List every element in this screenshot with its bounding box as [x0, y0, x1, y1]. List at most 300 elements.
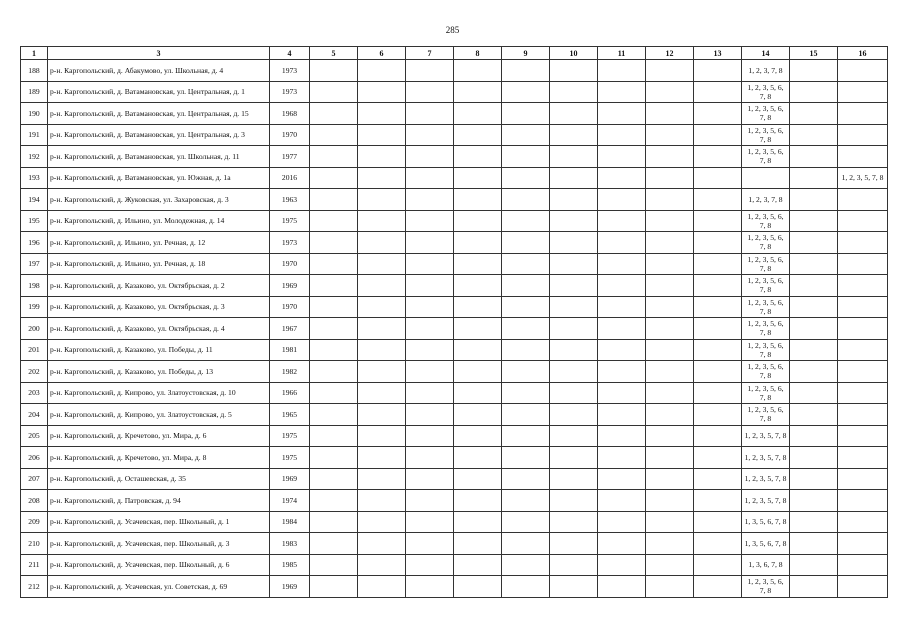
- empty-cell-col-12: [646, 318, 694, 340]
- year-cell: 1983: [270, 533, 310, 555]
- empty-cell-col-13: [694, 425, 742, 447]
- empty-cell-col-8: [454, 511, 502, 533]
- empty-cell-col-15: [790, 210, 838, 232]
- empty-cell-col-9: [502, 167, 550, 189]
- empty-cell-col-10: [550, 275, 598, 297]
- address-cell: р-н. Каргопольский, д. Казаково, ул. Октябрьская, д. 3: [48, 296, 270, 318]
- codes-col-16-cell: [838, 232, 888, 254]
- empty-cell-col-5: [310, 60, 358, 82]
- page-number: 285: [445, 25, 460, 35]
- empty-cell-col-8: [454, 361, 502, 383]
- codes-col-16-cell: [838, 447, 888, 469]
- empty-cell-col-5: [310, 490, 358, 512]
- year-cell: 1973: [270, 81, 310, 103]
- row-number-cell: 190: [21, 103, 48, 125]
- empty-cell-col-13: [694, 468, 742, 490]
- table-row: [21, 103, 888, 125]
- empty-cell-col-11: [598, 468, 646, 490]
- address-cell: р-н. Каргопольский, д. Усачевская, пер. Школьный, д. 1: [48, 511, 270, 533]
- codes-col-16-cell: [838, 275, 888, 297]
- codes-col-14-cell: 1, 2, 3, 5, 6, 7, 8: [742, 146, 790, 168]
- table-row: [21, 60, 888, 82]
- empty-cell-col-9: [502, 189, 550, 211]
- address-cell: р-н. Каргопольский, д. Ильино, ул. Речная, д. 12: [48, 232, 270, 254]
- empty-cell-col-9: [502, 533, 550, 555]
- empty-cell-col-5: [310, 296, 358, 318]
- empty-cell-col-15: [790, 253, 838, 275]
- empty-cell-col-15: [790, 103, 838, 125]
- empty-cell-col-10: [550, 296, 598, 318]
- empty-cell-col-10: [550, 103, 598, 125]
- table-header: [21, 47, 888, 60]
- header-cell: 5: [310, 47, 358, 60]
- table-row: [21, 361, 888, 383]
- empty-cell-col-13: [694, 490, 742, 512]
- empty-cell-col-7: [406, 576, 454, 598]
- empty-cell-col-13: [694, 124, 742, 146]
- empty-cell-col-15: [790, 232, 838, 254]
- row-number-cell: 201: [21, 339, 48, 361]
- table-row: [21, 81, 888, 103]
- empty-cell-col-6: [358, 404, 406, 426]
- empty-cell-col-12: [646, 533, 694, 555]
- empty-cell-col-13: [694, 533, 742, 555]
- empty-cell-col-12: [646, 554, 694, 576]
- codes-col-16-cell: [838, 81, 888, 103]
- empty-cell-col-13: [694, 576, 742, 598]
- empty-cell-col-9: [502, 447, 550, 469]
- empty-cell-col-10: [550, 81, 598, 103]
- empty-cell-col-11: [598, 318, 646, 340]
- empty-cell-col-11: [598, 533, 646, 555]
- year-cell: 1977: [270, 146, 310, 168]
- empty-cell-col-7: [406, 382, 454, 404]
- empty-cell-col-5: [310, 189, 358, 211]
- empty-cell-col-8: [454, 404, 502, 426]
- empty-cell-col-13: [694, 404, 742, 426]
- year-cell: 1966: [270, 382, 310, 404]
- empty-cell-col-15: [790, 275, 838, 297]
- header-cell: 6: [358, 47, 406, 60]
- empty-cell-col-6: [358, 576, 406, 598]
- year-cell: 1975: [270, 210, 310, 232]
- address-cell: р-н. Каргопольский, д. Кипрово, ул. Златоустовская, д. 10: [48, 382, 270, 404]
- empty-cell-col-13: [694, 103, 742, 125]
- empty-cell-col-9: [502, 404, 550, 426]
- address-cell: р-н. Каргопольский, д. Усачевская, ул. Советская, д. 69: [48, 576, 270, 598]
- table-row: [21, 318, 888, 340]
- empty-cell-col-8: [454, 210, 502, 232]
- address-cell: р-н. Каргопольский, д. Ватамановская, ул. Южная, д. 1а: [48, 167, 270, 189]
- table-row: [21, 339, 888, 361]
- table-row: [21, 382, 888, 404]
- codes-col-14-cell: 1, 2, 3, 5, 6, 7, 8: [742, 296, 790, 318]
- empty-cell-col-7: [406, 404, 454, 426]
- empty-cell-col-5: [310, 468, 358, 490]
- empty-cell-col-8: [454, 318, 502, 340]
- year-cell: 1969: [270, 468, 310, 490]
- empty-cell-col-7: [406, 210, 454, 232]
- row-number-cell: 192: [21, 146, 48, 168]
- empty-cell-col-9: [502, 296, 550, 318]
- row-number-cell: 191: [21, 124, 48, 146]
- row-number-cell: 188: [21, 60, 48, 82]
- address-cell: р-н. Каргопольский, д. Казаково, ул. Октябрьская, д. 4: [48, 318, 270, 340]
- empty-cell-col-12: [646, 425, 694, 447]
- empty-cell-col-13: [694, 361, 742, 383]
- empty-cell-col-15: [790, 167, 838, 189]
- table-row: [21, 124, 888, 146]
- empty-cell-col-13: [694, 339, 742, 361]
- empty-cell-col-15: [790, 533, 838, 555]
- empty-cell-col-6: [358, 189, 406, 211]
- codes-col-14-cell: 1, 2, 3, 5, 7, 8: [742, 447, 790, 469]
- codes-col-16-cell: [838, 425, 888, 447]
- empty-cell-col-8: [454, 146, 502, 168]
- codes-col-14-cell: 1, 2, 3, 5, 6, 7, 8: [742, 253, 790, 275]
- codes-col-14-cell: 1, 2, 3, 5, 6, 7, 8: [742, 361, 790, 383]
- codes-col-14-cell: 1, 3, 5, 6, 7, 8: [742, 511, 790, 533]
- empty-cell-col-13: [694, 167, 742, 189]
- header-cell: 12: [646, 47, 694, 60]
- empty-cell-col-7: [406, 511, 454, 533]
- codes-col-16-cell: [838, 533, 888, 555]
- table-row: [21, 232, 888, 254]
- year-cell: 1969: [270, 576, 310, 598]
- empty-cell-col-15: [790, 554, 838, 576]
- empty-cell-col-5: [310, 447, 358, 469]
- empty-cell-col-11: [598, 81, 646, 103]
- empty-cell-col-15: [790, 296, 838, 318]
- empty-cell-col-15: [790, 318, 838, 340]
- row-number-cell: 195: [21, 210, 48, 232]
- empty-cell-col-13: [694, 554, 742, 576]
- empty-cell-col-10: [550, 253, 598, 275]
- row-number-cell: 212: [21, 576, 48, 598]
- table-row: [21, 189, 888, 211]
- empty-cell-col-11: [598, 425, 646, 447]
- codes-col-14-cell: [742, 167, 790, 189]
- year-cell: 1982: [270, 361, 310, 383]
- empty-cell-col-8: [454, 468, 502, 490]
- codes-col-14-cell: 1, 2, 3, 5, 6, 7, 8: [742, 232, 790, 254]
- empty-cell-col-9: [502, 425, 550, 447]
- row-number-cell: 196: [21, 232, 48, 254]
- empty-cell-col-6: [358, 146, 406, 168]
- empty-cell-col-6: [358, 425, 406, 447]
- empty-cell-col-7: [406, 361, 454, 383]
- empty-cell-col-11: [598, 146, 646, 168]
- empty-cell-col-15: [790, 404, 838, 426]
- empty-cell-col-10: [550, 146, 598, 168]
- row-number-cell: 202: [21, 361, 48, 383]
- empty-cell-col-9: [502, 210, 550, 232]
- row-number-cell: 197: [21, 253, 48, 275]
- empty-cell-col-7: [406, 124, 454, 146]
- empty-cell-col-6: [358, 167, 406, 189]
- address-cell: р-н. Каргопольский, д. Ватамановская, ул. Центральная, д. 3: [48, 124, 270, 146]
- codes-col-14-cell: 1, 2, 3, 7, 8: [742, 189, 790, 211]
- empty-cell-col-12: [646, 81, 694, 103]
- empty-cell-col-8: [454, 447, 502, 469]
- table-row: [21, 576, 888, 598]
- empty-cell-col-11: [598, 296, 646, 318]
- empty-cell-col-13: [694, 253, 742, 275]
- empty-cell-col-9: [502, 576, 550, 598]
- row-number-cell: 205: [21, 425, 48, 447]
- empty-cell-col-15: [790, 339, 838, 361]
- address-cell: р-н. Каргопольский, д. Кречетово, ул. Мира, д. 6: [48, 425, 270, 447]
- year-cell: 1985: [270, 554, 310, 576]
- row-number-cell: 209: [21, 511, 48, 533]
- empty-cell-col-8: [454, 124, 502, 146]
- empty-cell-col-13: [694, 60, 742, 82]
- empty-cell-col-6: [358, 447, 406, 469]
- empty-cell-col-13: [694, 81, 742, 103]
- empty-cell-col-5: [310, 232, 358, 254]
- empty-cell-col-15: [790, 146, 838, 168]
- empty-cell-col-7: [406, 318, 454, 340]
- empty-cell-col-5: [310, 404, 358, 426]
- empty-cell-col-11: [598, 167, 646, 189]
- address-cell: р-н. Каргопольский, д. Ватамановская, ул. Центральная, д. 1: [48, 81, 270, 103]
- empty-cell-col-7: [406, 554, 454, 576]
- codes-col-16-cell: [838, 60, 888, 82]
- empty-cell-col-10: [550, 533, 598, 555]
- header-cell: 4: [270, 47, 310, 60]
- empty-cell-col-8: [454, 232, 502, 254]
- year-cell: 1970: [270, 253, 310, 275]
- empty-cell-col-10: [550, 361, 598, 383]
- empty-cell-col-5: [310, 210, 358, 232]
- empty-cell-col-15: [790, 447, 838, 469]
- table-row: [21, 425, 888, 447]
- empty-cell-col-10: [550, 382, 598, 404]
- empty-cell-col-12: [646, 167, 694, 189]
- address-cell: р-н. Каргопольский, д. Ильино, ул. Речная, д. 18: [48, 253, 270, 275]
- codes-col-14-cell: 1, 3, 6, 7, 8: [742, 554, 790, 576]
- empty-cell-col-11: [598, 447, 646, 469]
- empty-cell-col-9: [502, 490, 550, 512]
- empty-cell-col-12: [646, 296, 694, 318]
- empty-cell-col-13: [694, 232, 742, 254]
- register-table: [20, 46, 888, 598]
- empty-cell-col-8: [454, 554, 502, 576]
- empty-cell-col-7: [406, 146, 454, 168]
- empty-cell-col-10: [550, 425, 598, 447]
- empty-cell-col-12: [646, 189, 694, 211]
- empty-cell-col-11: [598, 490, 646, 512]
- empty-cell-col-6: [358, 296, 406, 318]
- codes-col-14-cell: 1, 2, 3, 5, 6, 7, 8: [742, 382, 790, 404]
- empty-cell-col-15: [790, 468, 838, 490]
- empty-cell-col-9: [502, 318, 550, 340]
- row-number-cell: 200: [21, 318, 48, 340]
- empty-cell-col-5: [310, 361, 358, 383]
- codes-col-14-cell: 1, 2, 3, 5, 7, 8: [742, 468, 790, 490]
- table-row: [21, 490, 888, 512]
- empty-cell-col-5: [310, 318, 358, 340]
- empty-cell-col-9: [502, 361, 550, 383]
- empty-cell-col-11: [598, 339, 646, 361]
- empty-cell-col-7: [406, 296, 454, 318]
- year-cell: 1973: [270, 232, 310, 254]
- empty-cell-col-6: [358, 253, 406, 275]
- codes-col-14-cell: 1, 2, 3, 5, 6, 7, 8: [742, 103, 790, 125]
- row-number-cell: 193: [21, 167, 48, 189]
- empty-cell-col-11: [598, 189, 646, 211]
- codes-col-16-cell: [838, 490, 888, 512]
- address-cell: р-н. Каргопольский, д. Патровская, д. 94: [48, 490, 270, 512]
- empty-cell-col-7: [406, 81, 454, 103]
- table-row: [21, 447, 888, 469]
- empty-cell-col-12: [646, 447, 694, 469]
- codes-col-14-cell: 1, 2, 3, 5, 6, 7, 8: [742, 318, 790, 340]
- empty-cell-col-6: [358, 232, 406, 254]
- empty-cell-col-12: [646, 511, 694, 533]
- empty-cell-col-12: [646, 146, 694, 168]
- empty-cell-col-6: [358, 210, 406, 232]
- codes-col-14-cell: 1, 2, 3, 5, 6, 7, 8: [742, 124, 790, 146]
- codes-col-16-cell: [838, 253, 888, 275]
- empty-cell-col-15: [790, 60, 838, 82]
- year-cell: 1981: [270, 339, 310, 361]
- empty-cell-col-5: [310, 511, 358, 533]
- empty-cell-col-6: [358, 60, 406, 82]
- year-cell: 1965: [270, 404, 310, 426]
- empty-cell-col-15: [790, 490, 838, 512]
- empty-cell-col-15: [790, 576, 838, 598]
- empty-cell-col-5: [310, 167, 358, 189]
- empty-cell-col-8: [454, 339, 502, 361]
- empty-cell-col-12: [646, 468, 694, 490]
- codes-col-16-cell: [838, 361, 888, 383]
- codes-col-14-cell: 1, 3, 5, 6, 7, 8: [742, 533, 790, 555]
- empty-cell-col-9: [502, 275, 550, 297]
- header-cell: 14: [742, 47, 790, 60]
- codes-col-16-cell: [838, 576, 888, 598]
- empty-cell-col-7: [406, 339, 454, 361]
- year-cell: 2016: [270, 167, 310, 189]
- empty-cell-col-5: [310, 554, 358, 576]
- empty-cell-col-9: [502, 103, 550, 125]
- table-row: [21, 404, 888, 426]
- empty-cell-col-13: [694, 296, 742, 318]
- codes-col-14-cell: 1, 2, 3, 5, 6, 7, 8: [742, 81, 790, 103]
- codes-col-14-cell: 1, 2, 3, 5, 7, 8: [742, 425, 790, 447]
- codes-col-14-cell: 1, 2, 3, 5, 6, 7, 8: [742, 210, 790, 232]
- table-row: [21, 146, 888, 168]
- empty-cell-col-10: [550, 468, 598, 490]
- empty-cell-col-11: [598, 511, 646, 533]
- row-number-cell: 208: [21, 490, 48, 512]
- empty-cell-col-12: [646, 103, 694, 125]
- header-cell: 3: [48, 47, 270, 60]
- codes-col-14-cell: 1, 2, 3, 5, 6, 7, 8: [742, 576, 790, 598]
- empty-cell-col-15: [790, 361, 838, 383]
- empty-cell-col-10: [550, 554, 598, 576]
- table-row: [21, 533, 888, 555]
- year-cell: 1975: [270, 425, 310, 447]
- empty-cell-col-8: [454, 490, 502, 512]
- empty-cell-col-9: [502, 124, 550, 146]
- codes-col-16-cell: [838, 146, 888, 168]
- header-cell: 9: [502, 47, 550, 60]
- empty-cell-col-8: [454, 533, 502, 555]
- empty-cell-col-7: [406, 253, 454, 275]
- empty-cell-col-6: [358, 468, 406, 490]
- header-cell: 11: [598, 47, 646, 60]
- empty-cell-col-5: [310, 576, 358, 598]
- empty-cell-col-13: [694, 146, 742, 168]
- year-cell: 1973: [270, 60, 310, 82]
- empty-cell-col-12: [646, 232, 694, 254]
- table-row: [21, 296, 888, 318]
- empty-cell-col-5: [310, 382, 358, 404]
- table-row: [21, 511, 888, 533]
- empty-cell-col-9: [502, 554, 550, 576]
- address-cell: р-н. Каргопольский, д. Кречетово, ул. Мира, д. 8: [48, 447, 270, 469]
- empty-cell-col-8: [454, 382, 502, 404]
- row-number-cell: 204: [21, 404, 48, 426]
- row-number-cell: 199: [21, 296, 48, 318]
- header-cell: 13: [694, 47, 742, 60]
- row-number-cell: 207: [21, 468, 48, 490]
- empty-cell-col-10: [550, 318, 598, 340]
- codes-col-16-cell: [838, 382, 888, 404]
- address-cell: р-н. Каргопольский, д. Ватамановская, ул. Центральная, д. 15: [48, 103, 270, 125]
- empty-cell-col-8: [454, 167, 502, 189]
- empty-cell-col-11: [598, 124, 646, 146]
- row-number-cell: 194: [21, 189, 48, 211]
- empty-cell-col-8: [454, 60, 502, 82]
- header-cell: 15: [790, 47, 838, 60]
- table-row: [21, 468, 888, 490]
- empty-cell-col-12: [646, 490, 694, 512]
- empty-cell-col-9: [502, 468, 550, 490]
- year-cell: 1968: [270, 103, 310, 125]
- empty-cell-col-13: [694, 189, 742, 211]
- empty-cell-col-6: [358, 511, 406, 533]
- empty-cell-col-8: [454, 275, 502, 297]
- header-cell: 7: [406, 47, 454, 60]
- empty-cell-col-13: [694, 275, 742, 297]
- year-cell: 1974: [270, 490, 310, 512]
- empty-cell-col-11: [598, 275, 646, 297]
- empty-cell-col-6: [358, 382, 406, 404]
- empty-cell-col-6: [358, 490, 406, 512]
- empty-cell-col-6: [358, 103, 406, 125]
- codes-col-14-cell: 1, 2, 3, 5, 6, 7, 8: [742, 339, 790, 361]
- codes-col-16-cell: [838, 511, 888, 533]
- empty-cell-col-10: [550, 124, 598, 146]
- empty-cell-col-15: [790, 124, 838, 146]
- empty-cell-col-6: [358, 275, 406, 297]
- empty-cell-col-11: [598, 554, 646, 576]
- empty-cell-col-9: [502, 60, 550, 82]
- empty-cell-col-8: [454, 81, 502, 103]
- empty-cell-col-13: [694, 382, 742, 404]
- address-cell: р-н. Каргопольский, д. Усачевская, пер. Школьный, д. 3: [48, 533, 270, 555]
- empty-cell-col-8: [454, 189, 502, 211]
- empty-cell-col-10: [550, 167, 598, 189]
- header-cell: 16: [838, 47, 888, 60]
- empty-cell-col-10: [550, 511, 598, 533]
- empty-cell-col-7: [406, 60, 454, 82]
- address-cell: р-н. Каргопольский, д. Жуковская, ул. Захаровская, д. 3: [48, 189, 270, 211]
- empty-cell-col-12: [646, 275, 694, 297]
- row-number-cell: 203: [21, 382, 48, 404]
